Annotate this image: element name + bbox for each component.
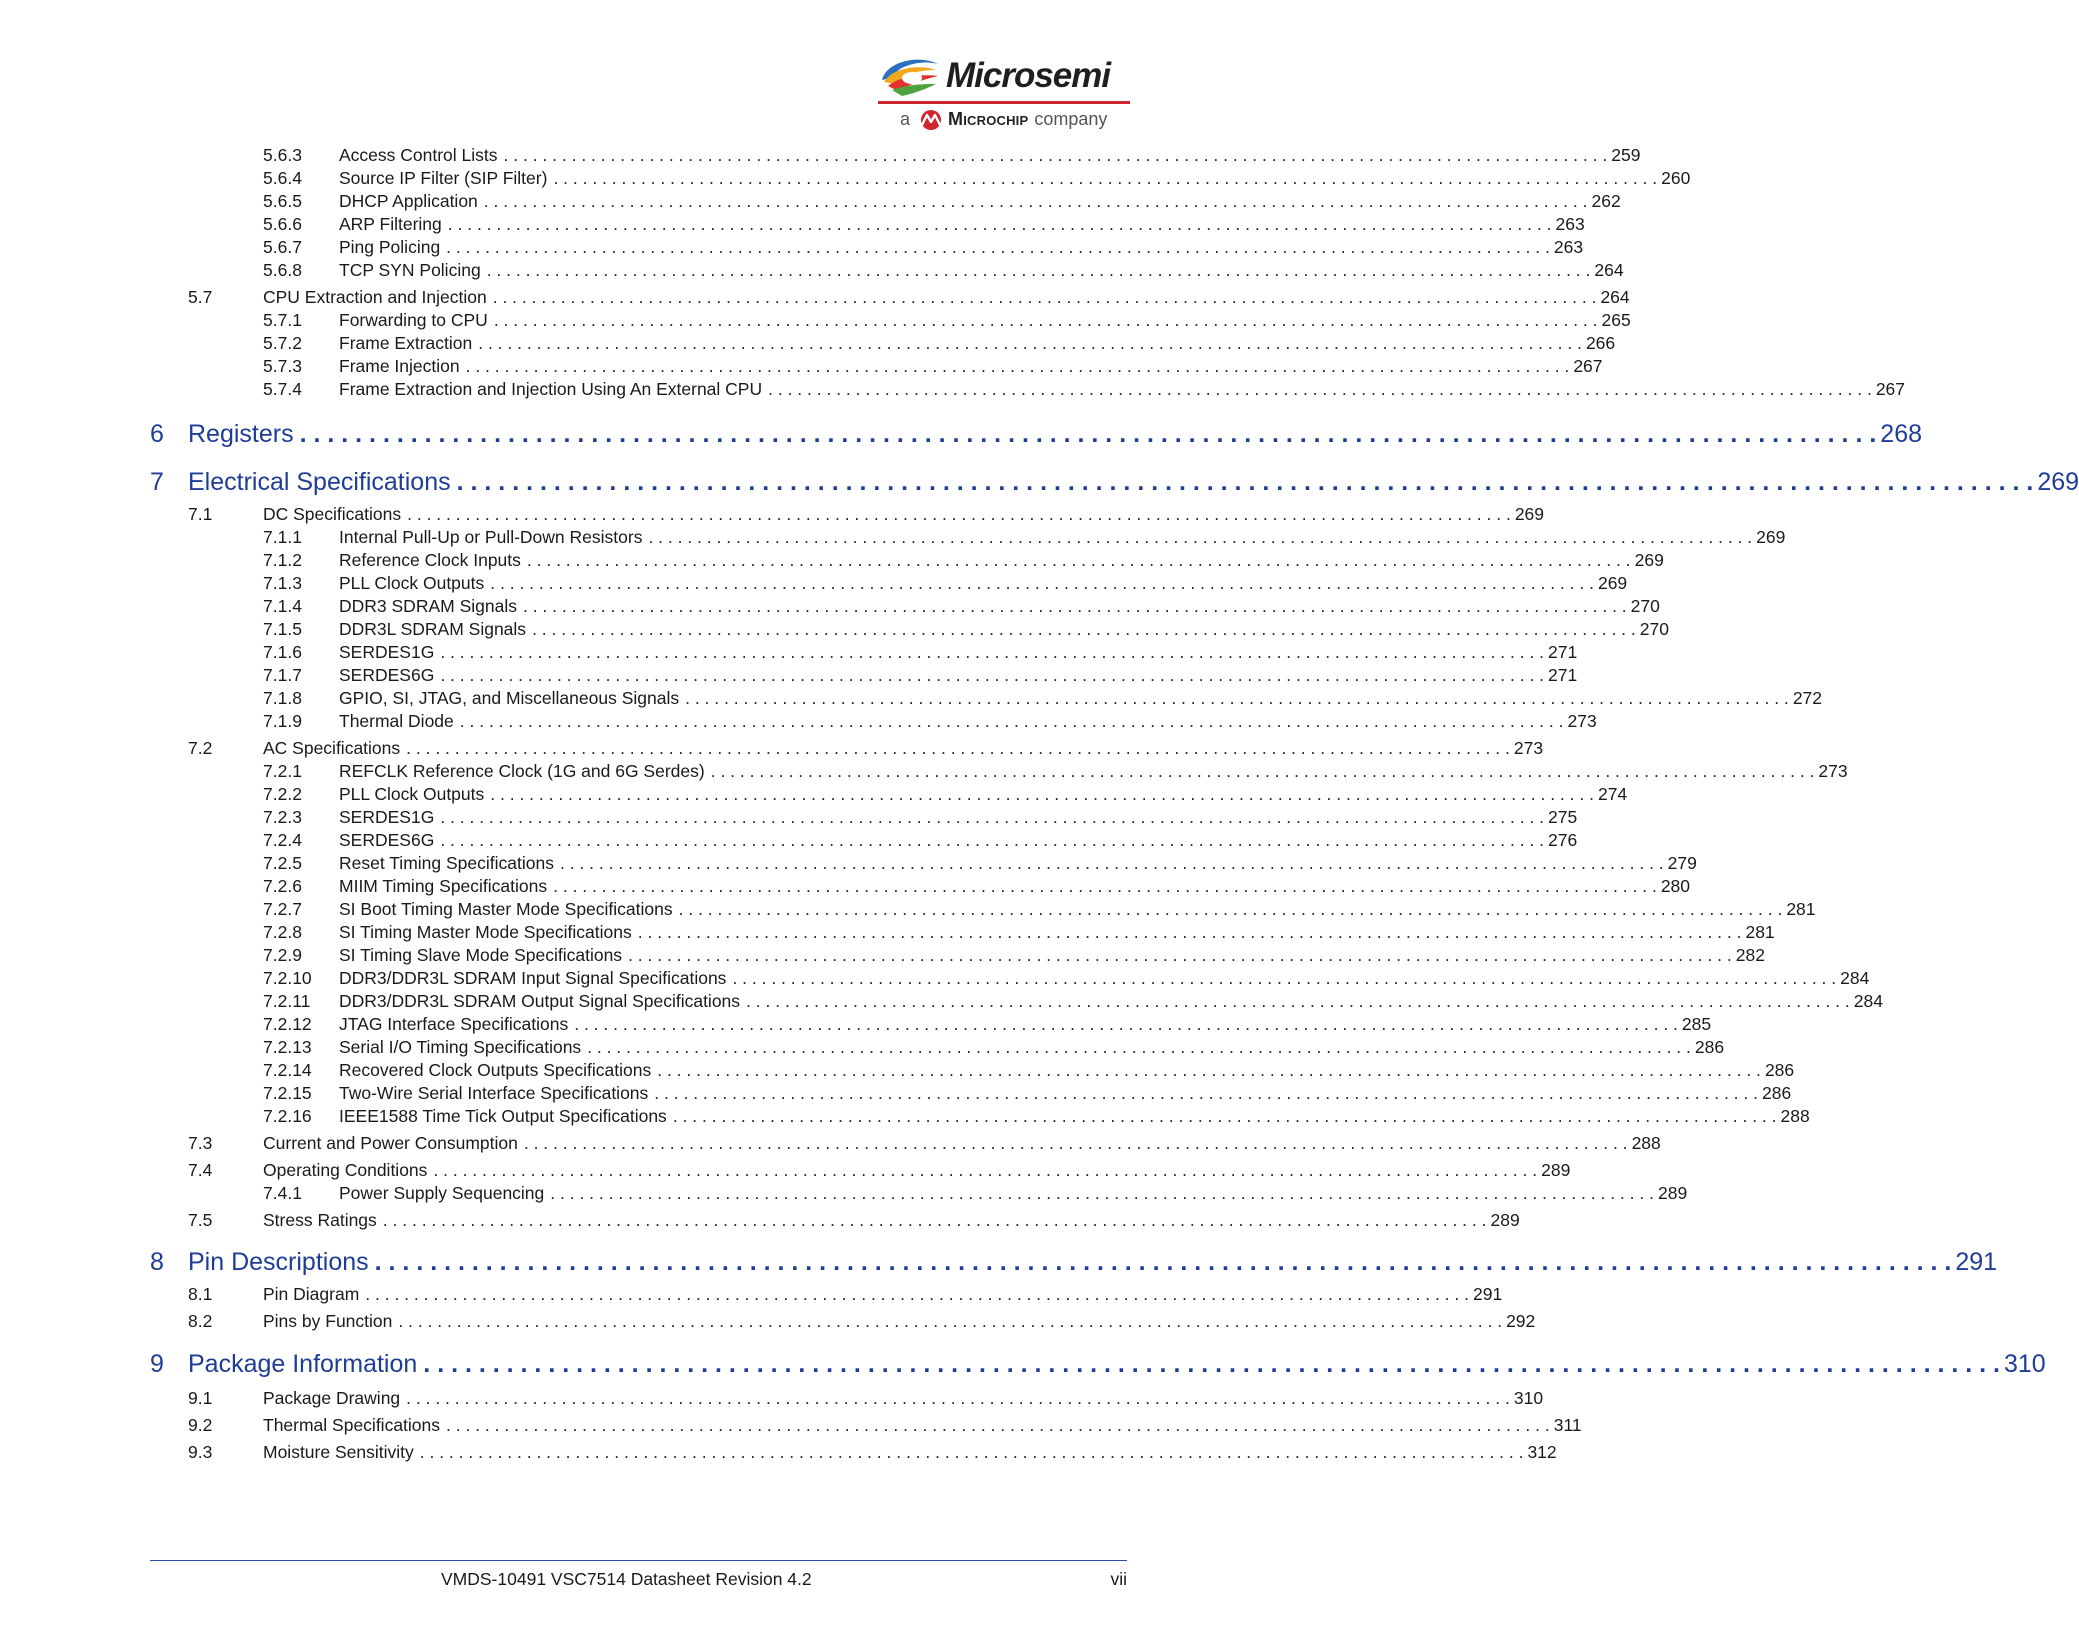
toc-entry-title[interactable]: SI Timing Master Mode Specifications bbox=[339, 921, 638, 943]
toc-entry[interactable] bbox=[263, 710, 1597, 732]
toc-entry[interactable] bbox=[263, 944, 1765, 966]
toc-entry[interactable] bbox=[263, 618, 1669, 640]
toc-entry-number: 9.3 bbox=[188, 1442, 213, 1462]
toc-entry[interactable] bbox=[263, 829, 1578, 851]
toc-entry[interactable] bbox=[188, 1159, 1571, 1181]
toc-entry-number: 7.1.7 bbox=[263, 665, 302, 685]
toc-entry-title[interactable]: Thermal Diode bbox=[339, 710, 460, 732]
toc-entry-number: 7.2.12 bbox=[263, 1014, 312, 1034]
toc-entry-page[interactable]: 286 bbox=[1761, 1059, 1794, 1081]
toc-entry[interactable] bbox=[263, 760, 1848, 782]
toc-entry-page[interactable]: 280 bbox=[1657, 875, 1690, 897]
toc-dot-leader bbox=[560, 852, 1664, 874]
toc-dot-leader bbox=[440, 806, 1544, 828]
toc-entry[interactable] bbox=[263, 167, 1691, 189]
toc-entry-number: 7 bbox=[150, 468, 164, 496]
toc-dot-leader bbox=[407, 503, 1511, 525]
footer-page-number: vii bbox=[1110, 1569, 1127, 1589]
toc-entry-number: 7.1.2 bbox=[263, 550, 302, 570]
toc-entry-page[interactable]: 267 bbox=[1872, 378, 1905, 400]
toc-entry-title[interactable]: DDR3 SDRAM Signals bbox=[339, 595, 523, 617]
toc-entry-title[interactable]: Forwarding to CPU bbox=[339, 309, 494, 331]
footer-rule bbox=[150, 1560, 1127, 1561]
toc-entry-title[interactable]: DDR3/DDR3L SDRAM Output Signal Specifications bbox=[339, 990, 746, 1012]
toc-entry-page[interactable]: 264 bbox=[1596, 286, 1629, 308]
toc-dot-leader bbox=[553, 875, 1657, 897]
toc-entry-number: 7.1 bbox=[188, 504, 213, 524]
toc-entry-page[interactable]: 271 bbox=[1544, 664, 1577, 686]
toc-entry[interactable] bbox=[263, 259, 1624, 281]
toc-entry[interactable] bbox=[150, 1348, 2046, 1380]
toc-entry-page[interactable]: 288 bbox=[1777, 1105, 1810, 1127]
toc-dot-leader bbox=[587, 1036, 1691, 1058]
toc-entry-title[interactable]: Electrical Specifications bbox=[188, 466, 457, 498]
toc-entry[interactable] bbox=[263, 236, 1584, 258]
toc-entry-page[interactable]: 270 bbox=[1636, 618, 1669, 640]
toc-entry-page[interactable]: 292 bbox=[1502, 1310, 1535, 1332]
toc-entry-number: 7.2.6 bbox=[263, 876, 302, 896]
toc-entry-page[interactable]: 271 bbox=[1544, 641, 1577, 663]
toc-entry[interactable] bbox=[263, 783, 1628, 805]
toc-entry-title[interactable]: Moisture Sensitivity bbox=[263, 1441, 420, 1463]
toc-dot-leader bbox=[420, 1441, 1524, 1463]
toc-entry-title[interactable]: Registers bbox=[188, 418, 300, 450]
toc-entry[interactable] bbox=[263, 1105, 1810, 1127]
toc-entry[interactable] bbox=[263, 898, 1816, 920]
toc-entry-page[interactable]: 275 bbox=[1544, 806, 1577, 828]
toc-entry-title[interactable]: CPU Extraction and Injection bbox=[263, 286, 493, 308]
toc-entry-page[interactable]: 273 bbox=[1510, 737, 1543, 759]
toc-entry-page[interactable]: 279 bbox=[1664, 852, 1697, 874]
toc-entry[interactable] bbox=[263, 875, 1691, 897]
toc-entry-page[interactable]: 273 bbox=[1563, 710, 1596, 732]
toc-entry-title[interactable]: Internal Pull-Up or Pull-Down Resistors bbox=[339, 526, 648, 548]
toc-entry-number: 7.2.10 bbox=[263, 968, 312, 988]
toc-entry-page[interactable]: 291 bbox=[1951, 1246, 1997, 1278]
toc-entry-title[interactable]: Reference Clock Inputs bbox=[339, 549, 527, 571]
toc-entry-title[interactable]: DDR3L SDRAM Signals bbox=[339, 618, 532, 640]
toc-entry-title[interactable]: DDR3/DDR3L SDRAM Input Signal Specifications bbox=[339, 967, 732, 989]
toc-entry-number: 7.2.8 bbox=[263, 922, 302, 942]
toc-entry-page[interactable]: 310 bbox=[1510, 1387, 1543, 1409]
toc-dot-leader bbox=[685, 687, 1789, 709]
toc-entry-page[interactable]: 269 bbox=[1594, 572, 1627, 594]
toc-dot-leader bbox=[550, 1182, 1654, 1204]
toc-entry[interactable] bbox=[263, 355, 1603, 377]
toc-dot-leader bbox=[768, 378, 1872, 400]
toc-entry-title[interactable]: Frame Injection bbox=[339, 355, 466, 377]
toc-entry-page[interactable]: 281 bbox=[1741, 921, 1774, 943]
toc-entry-title[interactable]: PLL Clock Outputs bbox=[339, 783, 490, 805]
toc-entry-page[interactable]: 269 bbox=[1511, 503, 1544, 525]
toc-dot-leader bbox=[478, 332, 1582, 354]
toc-entry-page[interactable]: 284 bbox=[1836, 967, 1869, 989]
toc-entry-title[interactable]: TCP SYN Policing bbox=[339, 259, 487, 281]
toc-entry-page[interactable]: 285 bbox=[1678, 1013, 1711, 1035]
toc-entry-title[interactable]: Stress Ratings bbox=[263, 1209, 383, 1231]
toc-entry-title[interactable]: MIIM Timing Specifications bbox=[339, 875, 553, 897]
toc-entry-page[interactable]: 259 bbox=[1607, 144, 1640, 166]
tagline-suffix: company bbox=[1034, 109, 1108, 129]
toc-entry-title[interactable]: SERDES1G bbox=[339, 806, 440, 828]
toc-entry-title[interactable]: Current and Power Consumption bbox=[263, 1132, 524, 1154]
toc-entry-number: 5.6.8 bbox=[263, 260, 302, 280]
toc-entry-title[interactable]: Source IP Filter (SIP Filter) bbox=[339, 167, 553, 189]
toc-entry[interactable] bbox=[263, 1036, 1725, 1058]
toc-dot-leader bbox=[423, 1348, 2000, 1380]
toc-entry[interactable] bbox=[188, 1209, 1520, 1231]
toc-entry-number: 5.7.3 bbox=[263, 356, 302, 376]
toc-entry-number: 7.1.3 bbox=[263, 573, 302, 593]
toc-dot-leader bbox=[487, 259, 1591, 281]
toc-entry-page[interactable]: 260 bbox=[1657, 167, 1690, 189]
toc-dot-leader bbox=[574, 1013, 1678, 1035]
toc-dot-leader bbox=[648, 526, 1752, 548]
toc-entry-page[interactable]: 264 bbox=[1590, 259, 1623, 281]
toc-dot-leader bbox=[300, 418, 1877, 450]
toc-entry-page[interactable]: 289 bbox=[1654, 1182, 1687, 1204]
toc-dot-leader bbox=[440, 664, 1544, 686]
toc-entry[interactable] bbox=[263, 190, 1621, 212]
toc-dot-leader bbox=[440, 641, 1544, 663]
toc-entry[interactable] bbox=[188, 286, 1630, 308]
toc-entry[interactable] bbox=[188, 1283, 1503, 1305]
toc-dot-leader bbox=[527, 549, 1631, 571]
toc-entry[interactable] bbox=[263, 378, 1906, 400]
toc-entry-number: 5.6.7 bbox=[263, 237, 302, 257]
toc-dot-leader bbox=[460, 710, 1564, 732]
toc-entry-title[interactable]: Pins by Function bbox=[263, 1310, 398, 1332]
toc-dot-leader bbox=[406, 1387, 1510, 1409]
toc-entry-title[interactable]: Frame Extraction bbox=[339, 332, 478, 354]
toc-entry-number: 7.2.11 bbox=[263, 991, 311, 1011]
toc-entry-page[interactable]: 289 bbox=[1487, 1209, 1520, 1231]
toc-entry-number: 5.7.2 bbox=[263, 333, 302, 353]
toc-entry-number: 7.2.3 bbox=[263, 807, 302, 827]
toc-entry-title[interactable]: JTAG Interface Specifications bbox=[339, 1013, 574, 1035]
toc-entry-page[interactable]: 311 bbox=[1550, 1414, 1582, 1436]
toc-dot-leader bbox=[398, 1310, 1502, 1332]
toc-entry-page[interactable]: 267 bbox=[1569, 355, 1602, 377]
toc-dot-leader bbox=[484, 190, 1588, 212]
toc-entry[interactable] bbox=[188, 1310, 1536, 1332]
toc-entry-page[interactable]: 286 bbox=[1691, 1036, 1724, 1058]
toc-entry-number: 7.1.1 bbox=[263, 527, 302, 547]
toc-entry-number: 6 bbox=[150, 420, 164, 448]
toc-entry-page[interactable]: 273 bbox=[1814, 760, 1847, 782]
toc-entry[interactable] bbox=[263, 852, 1697, 874]
toc-dot-leader bbox=[494, 309, 1598, 331]
toc-entry-number: 7.4 bbox=[188, 1160, 213, 1180]
toc-entry[interactable] bbox=[263, 921, 1775, 943]
toc-entry-title[interactable]: Reset Timing Specifications bbox=[339, 852, 560, 874]
toc-dot-leader bbox=[523, 595, 1627, 617]
toc-entry-number: 7.2.9 bbox=[263, 945, 302, 965]
toc-entry-page[interactable]: 272 bbox=[1789, 687, 1822, 709]
toc-dot-leader bbox=[657, 1059, 1761, 1081]
toc-entry-number: 5.7.1 bbox=[263, 310, 302, 330]
toc-entry-page[interactable]: 281 bbox=[1782, 898, 1815, 920]
toc-entry-title[interactable]: ARP Filtering bbox=[339, 213, 448, 235]
toc-entry-number: 5.6.5 bbox=[263, 191, 302, 211]
toc-dot-leader bbox=[440, 829, 1544, 851]
toc-entry-page[interactable]: 288 bbox=[1628, 1132, 1661, 1154]
toc-entry-number: 9.1 bbox=[188, 1388, 213, 1408]
toc-entry-title[interactable]: Power Supply Sequencing bbox=[339, 1182, 550, 1204]
toc-entry-title[interactable]: Package Drawing bbox=[263, 1387, 406, 1409]
toc-dot-leader bbox=[375, 1246, 1952, 1278]
toc-entry-page[interactable]: 262 bbox=[1587, 190, 1620, 212]
toc-entry-number: 7.1.8 bbox=[263, 688, 302, 708]
toc-dot-leader bbox=[504, 144, 1608, 166]
toc-entry-page[interactable]: 269 bbox=[1631, 549, 1664, 571]
toc-entry[interactable] bbox=[263, 664, 1578, 686]
toc-entry[interactable] bbox=[263, 572, 1628, 594]
toc-entry[interactable] bbox=[150, 466, 2079, 498]
tagline-prefix: a bbox=[900, 109, 911, 129]
toc-entry-page[interactable]: 263 bbox=[1551, 213, 1584, 235]
toc-entry[interactable] bbox=[263, 806, 1578, 828]
toc-dot-leader bbox=[446, 236, 1550, 258]
toc-entry-number: 7.2.14 bbox=[263, 1060, 312, 1080]
toc-entry-page[interactable]: 312 bbox=[1523, 1441, 1556, 1463]
toc-entry-number: 5.6.3 bbox=[263, 145, 302, 165]
toc-dot-leader bbox=[679, 898, 1783, 920]
toc-entry-title[interactable]: SERDES6G bbox=[339, 664, 440, 686]
toc-entry-number: 7.2.13 bbox=[263, 1037, 312, 1057]
toc-entry-page[interactable]: 269 bbox=[1752, 526, 1785, 548]
toc-entry-title[interactable]: Two-Wire Serial Interface Specifications bbox=[339, 1082, 654, 1104]
toc-entry-number: 5.6.6 bbox=[263, 214, 302, 234]
toc-entry-page[interactable]: 269 bbox=[2033, 466, 2079, 498]
toc-dot-leader bbox=[532, 618, 1636, 640]
toc-entry[interactable] bbox=[263, 332, 1616, 354]
toc-dot-leader bbox=[383, 1209, 1487, 1231]
toc-dot-leader bbox=[365, 1283, 1469, 1305]
toc-dot-leader bbox=[711, 760, 1815, 782]
toc-dot-leader bbox=[732, 967, 1836, 989]
brand-name: Microsemi bbox=[946, 56, 1111, 95]
toc-entry-page[interactable]: 268 bbox=[1876, 418, 1922, 450]
toc-entry[interactable] bbox=[263, 1013, 1712, 1035]
toc-entry-page[interactable]: 266 bbox=[1582, 332, 1615, 354]
toc-entry-title[interactable]: SERDES1G bbox=[339, 641, 440, 663]
toc-entry-number: 7.5 bbox=[188, 1210, 213, 1230]
tagline-company: Microchip bbox=[948, 109, 1029, 129]
toc-entry-page[interactable]: 289 bbox=[1537, 1159, 1570, 1181]
toc-entry-title[interactable]: Pin Descriptions bbox=[188, 1246, 375, 1278]
toc-dot-leader bbox=[448, 213, 1552, 235]
toc-dot-leader bbox=[490, 572, 1594, 594]
toc-entry-title[interactable]: Access Control Lists bbox=[339, 144, 504, 166]
toc-dot-leader bbox=[433, 1159, 1537, 1181]
toc-entry-page[interactable]: 282 bbox=[1732, 944, 1765, 966]
toc-entry-number: 7.2 bbox=[188, 738, 213, 758]
toc-entry-number: 7.1.4 bbox=[263, 596, 302, 616]
toc-entry[interactable] bbox=[188, 503, 1545, 525]
toc-entry-number: 7.2.1 bbox=[263, 761, 302, 781]
toc-entry[interactable] bbox=[188, 1441, 1557, 1463]
toc-entry-title[interactable]: SI Boot Timing Master Mode Specifications bbox=[339, 898, 679, 920]
toc-entry[interactable] bbox=[263, 213, 1585, 235]
toc-dot-leader bbox=[406, 737, 1510, 759]
toc-entry-number: 5.7 bbox=[188, 287, 213, 307]
toc-entry[interactable] bbox=[263, 309, 1631, 331]
toc-entry-page[interactable]: 274 bbox=[1594, 783, 1627, 805]
toc-entry-title[interactable]: Operating Conditions bbox=[263, 1159, 433, 1181]
toc-entry[interactable] bbox=[263, 526, 1786, 548]
toc-entry[interactable] bbox=[188, 737, 1544, 759]
toc-entry-page[interactable]: 286 bbox=[1758, 1082, 1791, 1104]
toc-entry-page[interactable]: 270 bbox=[1627, 595, 1660, 617]
toc-entry[interactable] bbox=[263, 1182, 1688, 1204]
toc-dot-leader bbox=[638, 921, 1742, 943]
toc-entry-page[interactable]: 284 bbox=[1850, 990, 1883, 1012]
toc-entry-title[interactable]: DHCP Application bbox=[339, 190, 484, 212]
toc-dot-leader bbox=[524, 1132, 1628, 1154]
toc-entry-title[interactable]: SI Timing Slave Mode Specifications bbox=[339, 944, 628, 966]
toc-entry-number: 5.6.4 bbox=[263, 168, 302, 188]
toc-entry-page[interactable]: 263 bbox=[1550, 236, 1583, 258]
toc-entry-number: 7.2.7 bbox=[263, 899, 302, 919]
toc-entry-number: 7.2.2 bbox=[263, 784, 302, 804]
toc-entry-number: 7.2.5 bbox=[263, 853, 302, 873]
toc-entry-title[interactable]: GPIO, SI, JTAG, and Miscellaneous Signals bbox=[339, 687, 685, 709]
toc-entry[interactable] bbox=[263, 1082, 1792, 1104]
toc-entry[interactable] bbox=[263, 549, 1664, 571]
toc-entry-page[interactable]: 310 bbox=[2000, 1348, 2046, 1380]
toc-entry-title[interactable]: Recovered Clock Outputs Specifications bbox=[339, 1059, 657, 1081]
toc-entry-number: 9.2 bbox=[188, 1415, 213, 1435]
toc-entry-title[interactable]: Package Information bbox=[188, 1348, 423, 1380]
toc-entry-title[interactable]: PLL Clock Outputs bbox=[339, 572, 490, 594]
toc-entry[interactable] bbox=[263, 595, 1660, 617]
toc-entry-page[interactable]: 276 bbox=[1544, 829, 1577, 851]
toc-entry-title[interactable]: Serial I/O Timing Specifications bbox=[339, 1036, 587, 1058]
toc-entry-number: 9 bbox=[150, 1350, 164, 1378]
toc-entry-page[interactable]: 291 bbox=[1469, 1283, 1502, 1305]
toc-dot-leader bbox=[654, 1082, 1758, 1104]
toc-dot-leader bbox=[446, 1414, 1550, 1436]
toc-entry[interactable] bbox=[263, 641, 1578, 663]
toc-entry-title[interactable]: Pin Diagram bbox=[263, 1283, 365, 1305]
toc-entry[interactable] bbox=[150, 1246, 1998, 1278]
toc-dot-leader bbox=[466, 355, 1570, 377]
toc-entry-number: 7.1.9 bbox=[263, 711, 302, 731]
toc-entry[interactable] bbox=[188, 1414, 1582, 1436]
toc-entry-number: 8 bbox=[150, 1248, 164, 1276]
toc-entry[interactable] bbox=[263, 990, 1883, 1012]
toc-entry[interactable] bbox=[263, 687, 1823, 709]
toc-entry-number: 7.2.15 bbox=[263, 1083, 312, 1103]
toc-entry[interactable] bbox=[263, 144, 1641, 166]
toc-entry-title[interactable]: DC Specifications bbox=[263, 503, 407, 525]
toc-entry-title[interactable]: SERDES6G bbox=[339, 829, 440, 851]
toc-entry-number: 7.3 bbox=[188, 1133, 213, 1153]
toc-dot-leader bbox=[457, 466, 2034, 498]
toc-entry[interactable] bbox=[263, 967, 1870, 989]
footer-document-title: VMDS-10491 VSC7514 Datasheet Revision 4.2 bbox=[441, 1569, 812, 1589]
toc-entry-number: 8.2 bbox=[188, 1311, 213, 1331]
toc-entry[interactable] bbox=[188, 1132, 1661, 1154]
toc-entry-title[interactable]: AC Specifications bbox=[263, 737, 406, 759]
toc-entry-number: 7.1.6 bbox=[263, 642, 302, 662]
toc-dot-leader bbox=[673, 1105, 1777, 1127]
toc-entry[interactable] bbox=[188, 1387, 1544, 1409]
toc-entry[interactable] bbox=[150, 418, 1923, 450]
toc-entry-number: 7.4.1 bbox=[263, 1183, 302, 1203]
toc-entry-number: 7.2.4 bbox=[263, 830, 302, 850]
toc-dot-leader bbox=[628, 944, 1732, 966]
toc-dot-leader bbox=[490, 783, 1594, 805]
toc-dot-leader bbox=[553, 167, 1657, 189]
toc-entry-number: 5.7.4 bbox=[263, 379, 302, 399]
toc-entry-title[interactable]: Thermal Specifications bbox=[263, 1414, 446, 1436]
toc-entry-title[interactable]: IEEE1588 Time Tick Output Specifications bbox=[339, 1105, 673, 1127]
toc-dot-leader bbox=[746, 990, 1850, 1012]
toc-entry-number: 7.1.5 bbox=[263, 619, 302, 639]
toc-entry[interactable] bbox=[263, 1059, 1795, 1081]
toc-entry-title[interactable]: Frame Extraction and Injection Using An External CPU bbox=[339, 378, 768, 400]
toc-entry-page[interactable]: 265 bbox=[1598, 309, 1631, 331]
toc-entry-number: 8.1 bbox=[188, 1284, 213, 1304]
toc-entry-title[interactable]: Ping Policing bbox=[339, 236, 446, 258]
toc-entry-title[interactable]: REFCLK Reference Clock (1G and 6G Serdes) bbox=[339, 760, 711, 782]
toc-dot-leader bbox=[493, 286, 1597, 308]
toc-entry-number: 7.2.16 bbox=[263, 1106, 312, 1126]
